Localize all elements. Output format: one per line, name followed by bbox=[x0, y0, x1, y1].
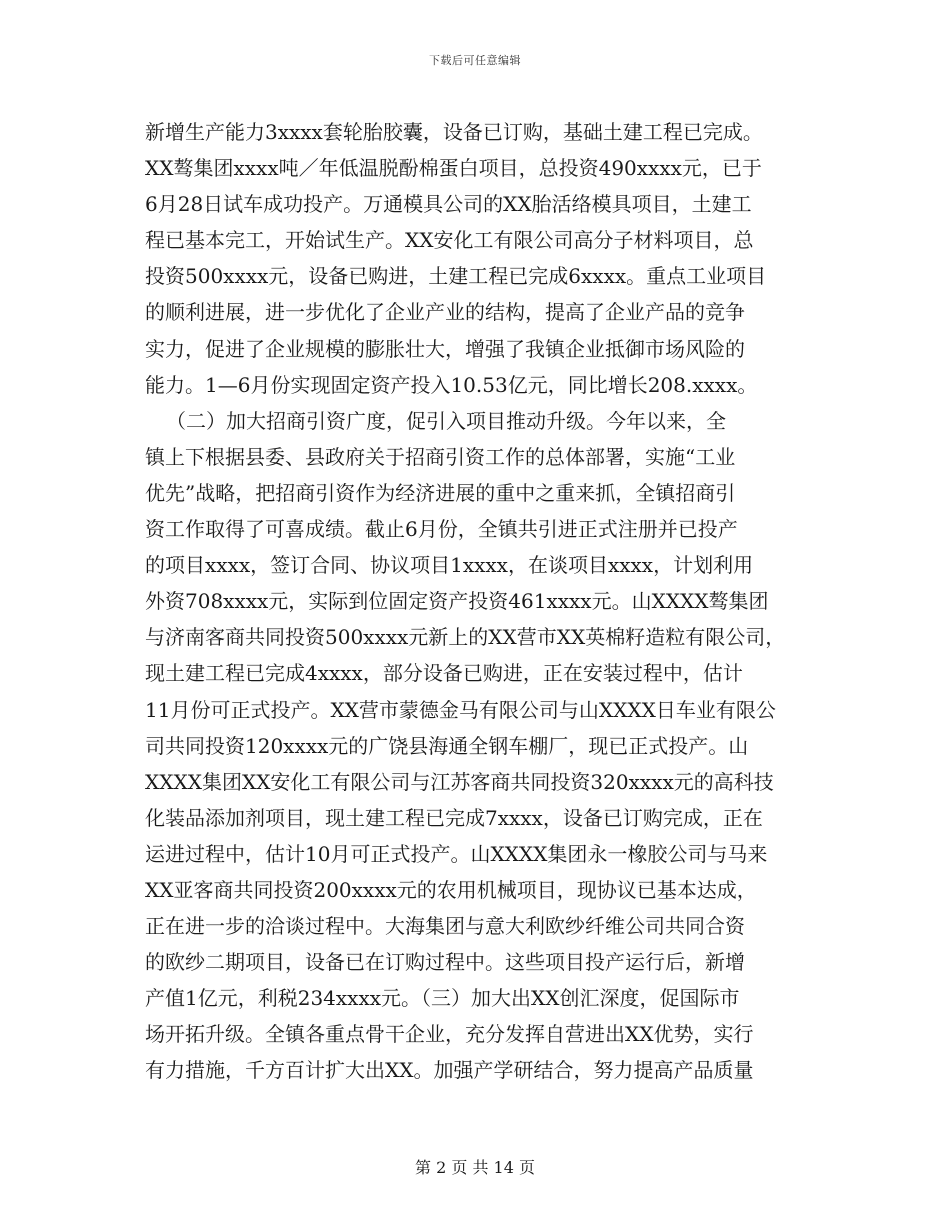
text-line: 现土建工程已完成4xxxx，部分设备已购进，正在安装过程中，估计 bbox=[145, 661, 743, 686]
document-body bbox=[145, 114, 825, 1089]
text-line: XX亚客商共同投资200xxxx元的农用机械项目，现协议已基本达成， bbox=[145, 877, 757, 902]
text-line: 投资500xxxx元，设备已购进，土建工程已完成6xxxx。重点工业项目 bbox=[145, 264, 767, 289]
paragraph-start-line: （二）加大招商引资广度，促引入项目推动升级。今年以来，全 bbox=[166, 408, 726, 433]
text-line: 与济南客商共同投资500xxxx元新上的XX营市XX英棉籽造粒有限公司， bbox=[145, 625, 786, 650]
text-line: 运进过程中，估计10月可正式投产。山XXXX集团永一橡胶公司与马来 bbox=[145, 841, 768, 866]
page-header: 下载后可任意编辑 bbox=[429, 54, 521, 67]
text-line: 11月份可正式投产。XX营市蒙德金马有限公司与山XXXX日车业有限公 bbox=[145, 697, 776, 722]
text-line: 化装品添加剂项目，现土建工程已完成7xxxx，设备已订购完成，正在 bbox=[145, 805, 763, 830]
text-line: 正在进一步的洽谈过程中。大海集团与意大利欧纱纤维公司共同合资 bbox=[145, 914, 745, 939]
text-line: 的欧纱二期项目，设备已在订购过程中。这些项目投产运行后，新增 bbox=[145, 950, 745, 975]
text-line: 优先”战略，把招商引资作为经济进展的重中之重来抓，全镇招商引 bbox=[145, 480, 736, 505]
text-line: XX骜集团xxxx吨／年低温脱酚棉蛋白项目，总投资490xxxx元，已于 bbox=[145, 156, 762, 181]
text-line: 实力，促进了企业规模的膨胀壮大，增强了我镇企业抵御市场风险的 bbox=[145, 336, 745, 361]
text-line: 新增生产能力3xxxx套轮胎胶囊，设备已订购，基础土建工程已完成。 bbox=[145, 120, 763, 144]
text-line: 的顺利进展，进一步优化了企业产业的结构，提高了企业产品的竞争 bbox=[145, 300, 745, 325]
text-line: 镇上下根据县委、县政府关于招商引资工作的总体部署，实施“工业 bbox=[145, 444, 736, 469]
text-line: 司共同投资120xxxx元的广饶县海通全钢车棚厂，现已正式投产。山 bbox=[145, 733, 749, 758]
text-line: 产值1亿元，利税234xxxx元。（三）加大出XX创汇深度，促国际市 bbox=[145, 986, 740, 1011]
text-line: XXXX集团XX安化工有限公司与江苏客商共同投资320xxxx元的高科技 bbox=[145, 769, 774, 794]
text-line: 能力。1—6月份实现固定资产投入10.53亿元，同比增长208.xxxx。 bbox=[145, 372, 758, 397]
text-line: 6月28日试车成功投产。万通模具公司的XX胎活络模具项目，土建工 bbox=[145, 192, 752, 217]
page-number-footer: 第 2 页 共 14 页 bbox=[415, 1158, 535, 1177]
text-line: 有力措施，千方百计扩大出XX。加强产学研结合，努力提高产品质量 bbox=[145, 1058, 754, 1083]
text-line: 场开拓升级。全镇各重点骨干企业，充分发挥自营进出XX优势，实行 bbox=[145, 1022, 754, 1047]
text-line: 外资708xxxx元，实际到位固定资产投资461xxxx元。山XXXX骜集团 bbox=[145, 589, 769, 614]
text-line: 程已基本完工，开始试生产。XX安化工有限公司高分子材料项目，总 bbox=[145, 228, 754, 253]
text-line: 的项目xxxx，签订合同、协议项目1xxxx，在谈项目xxxx，计划利用 bbox=[145, 553, 754, 578]
text-line: 资工作取得了可喜成绩。截止6月份，全镇共引进正式注册并已投产 bbox=[145, 517, 738, 542]
